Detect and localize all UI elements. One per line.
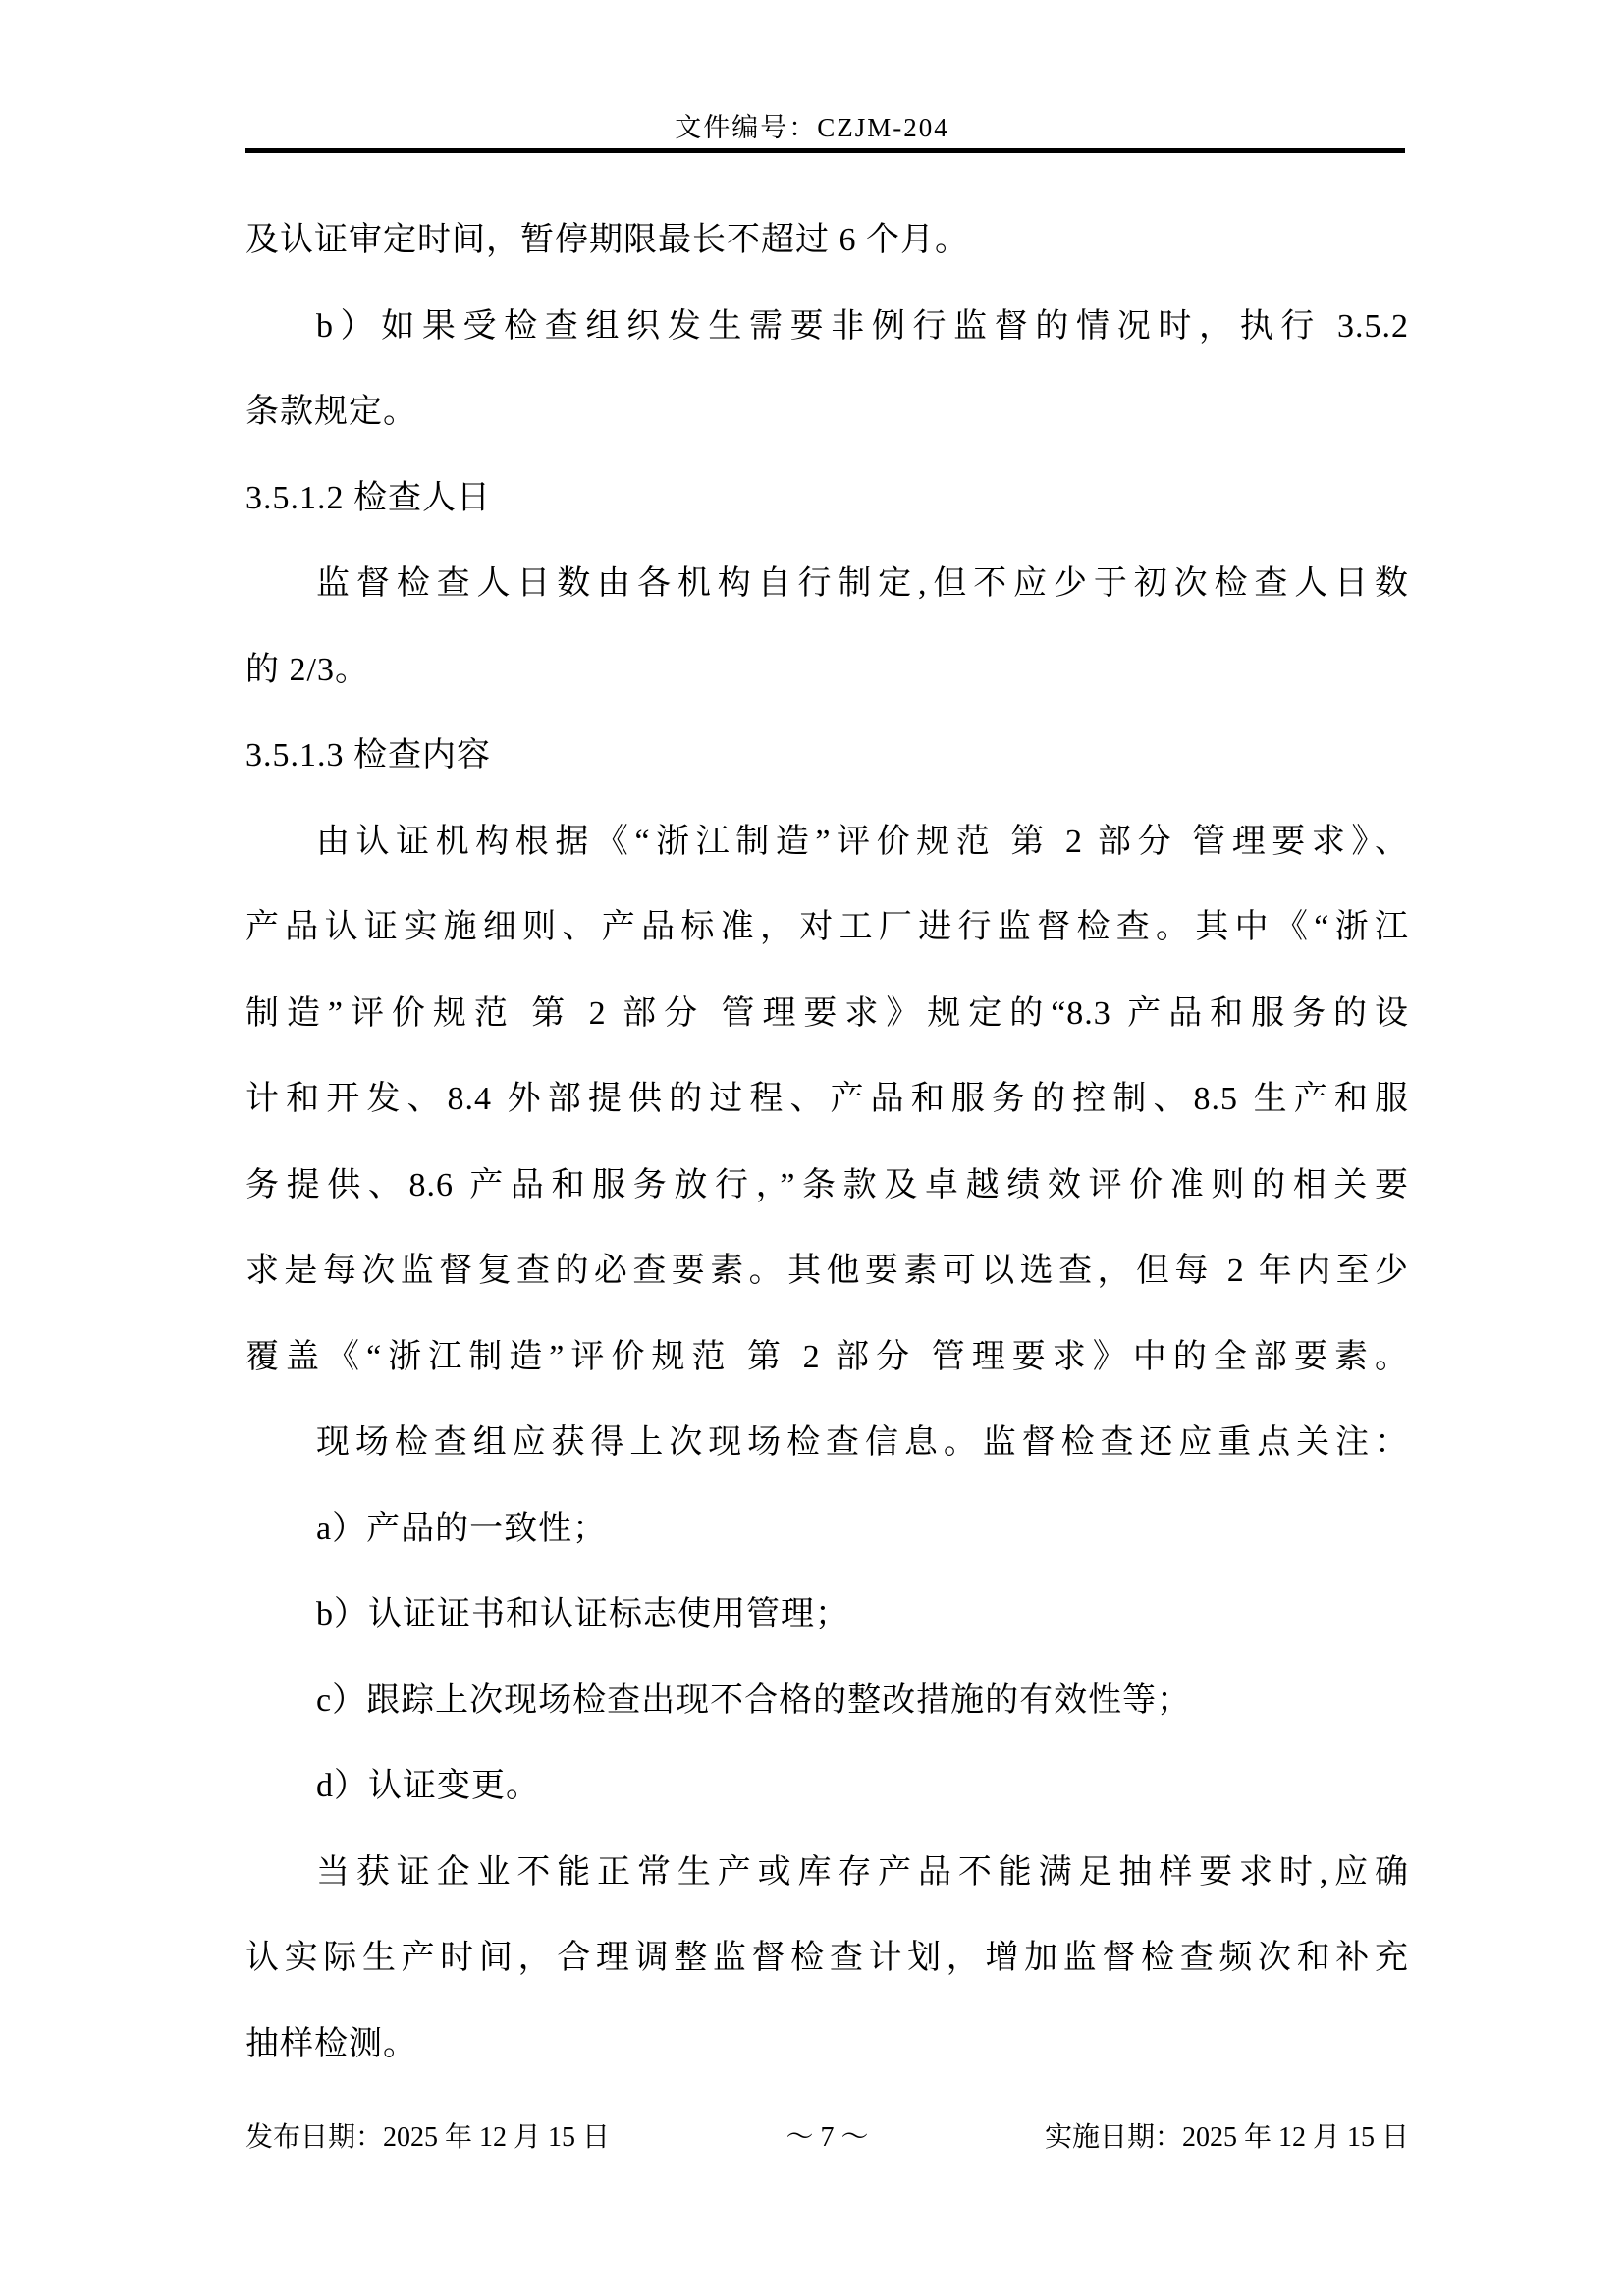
body-line: 认实际生产时间，合理调整监督检查计划，增加监督检查频次和补充 bbox=[245, 1940, 1409, 1976]
body-line: 及认证审定时间，暂停期限最长不超过 6 个月。 bbox=[245, 222, 969, 258]
document-number: 文件编号：CZJM-204 bbox=[675, 113, 949, 142]
body-line: 当获证企业不能正常生产或库存产品不能满足抽样要求时,应确 bbox=[316, 1853, 1409, 1891]
body-line: 监督检查人日数由各机构自行制定,但不应少于初次检查人日数 bbox=[316, 565, 1409, 602]
body-line: 的 2/3。 bbox=[245, 651, 369, 688]
header-rule bbox=[245, 148, 1405, 153]
body-line: 3.5.1.2 检查人日 bbox=[245, 479, 491, 516]
body-line: 现场检查组应获得上次现场检查信息。监督检查还应重点关注： bbox=[316, 1424, 1409, 1461]
body-line: d）认证变更。 bbox=[316, 1768, 540, 1804]
page-number: ～ 7 ～ bbox=[785, 2122, 869, 2153]
document-body bbox=[245, 197, 1409, 2087]
release-date: 发布日期：2025 年 12 月 15 日 bbox=[245, 2122, 611, 2153]
page-footer bbox=[245, 2118, 1409, 2158]
body-line: 计和开发、8.4 外部提供的过程、产品和服务的控制、8.5 生产和服 bbox=[245, 1081, 1409, 1117]
body-line: 务提供、8.6 产品和服务放行，”条款及卓越绩效评价准则的相关要 bbox=[245, 1166, 1409, 1203]
body-line: 由认证机构根据《“浙江制造”评价规范 第 2 部分 管理要求》、 bbox=[316, 823, 1409, 860]
body-line: a）产品的一致性； bbox=[316, 1510, 608, 1547]
body-line: 产品认证实施细则、产品标准，对工厂进行监督检查。其中《“浙江 bbox=[245, 909, 1409, 945]
body-line: b）如果受检查组织发生需要非例行监督的情况时，执行 3.5.2 bbox=[316, 307, 1409, 345]
body-line: 3.5.1.3 检查内容 bbox=[245, 737, 491, 774]
body-line: 覆盖《“浙江制造”评价规范 第 2 部分 管理要求》中的全部要素。 bbox=[245, 1338, 1409, 1375]
body-line: b）认证证书和认证标志使用管理； bbox=[316, 1596, 849, 1632]
implement-date: 实施日期：2025 年 12 月 15 日 bbox=[1044, 2122, 1409, 2153]
body-line: 制造”评价规范 第 2 部分 管理要求》规定的“8.3 产品和服务的设 bbox=[245, 994, 1409, 1032]
body-line: 求是每次监督复查的必查要素。其他要素可以选查，但每 2 年内至少 bbox=[245, 1253, 1409, 1289]
body-line: 抽样检测。 bbox=[245, 2025, 417, 2062]
body-line: c）跟踪上次现场检查出现不合格的整改措施的有效性等； bbox=[316, 1682, 1192, 1719]
body-line: 条款规定。 bbox=[245, 394, 417, 430]
